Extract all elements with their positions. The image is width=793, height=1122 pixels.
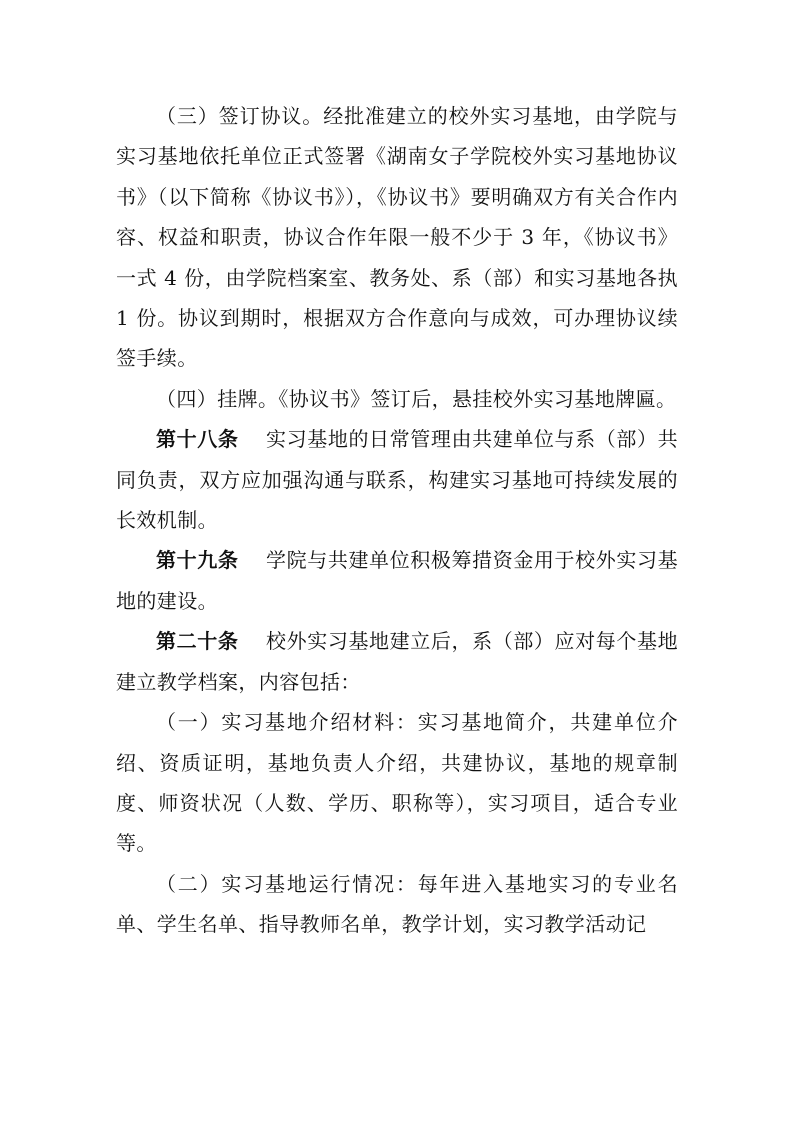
paragraph-text: （一）实习基地介绍材料：实习基地简介，共建单位介绍、资质证明，基地负责人介绍，共建协议，基地的规章制度、师资状况（人数、学历、职称等），实习项目，适合专业等。 <box>116 710 678 856</box>
document-page <box>116 96 678 945</box>
article-19 <box>116 540 678 621</box>
paragraph-base-introduction-materials <box>116 702 678 864</box>
article-18 <box>116 419 678 540</box>
article-text: 实习基地的日常管理由共建单位与系（部）共同负责，双方应加强沟通与联系，构建实习基地可持续发展的长效机制。 <box>116 427 678 533</box>
paragraph-plaque <box>116 379 678 419</box>
paragraph-text: （四）挂牌。《协议书》签订后，悬挂校外实习基地牌匾。 <box>156 386 677 411</box>
article-heading: 第十八条 <box>156 427 260 452</box>
article-text: 校外实习基地建立后，系（部）应对每个基地建立教学档案，内容包括： <box>116 629 678 694</box>
article-text: 学院与共建单位积极筹措资金用于校外实习基地的建设。 <box>116 548 678 613</box>
paragraph-signing-agreement <box>116 96 678 379</box>
article-heading: 第二十条 <box>156 629 260 654</box>
paragraph-base-operation <box>116 864 678 945</box>
paragraph-text: （二）实习基地运行情况：每年进入基地实习的专业名单、学生名单、指导教师名单，教学计划，实习教学活动记 <box>116 871 678 937</box>
paragraph-text: （三）签订协议。经批准建立的校外实习基地，由学院与实习基地依托单位正式签署《湖南女子学院校外实习基地协议书》（以下简称《协议书》），《协议书》要明确双方有关合作内容、权益和职责，协议合作年限一般不少于 3 年，《协议书》一式 4 份，由学院档案室、教务处、系（部）和实习基地各执 1 份。协议到期时，根据双方合作意向与成效，可办理协议续签手续。 <box>116 104 678 371</box>
article-20 <box>116 621 678 702</box>
article-heading: 第十九条 <box>156 548 260 573</box>
